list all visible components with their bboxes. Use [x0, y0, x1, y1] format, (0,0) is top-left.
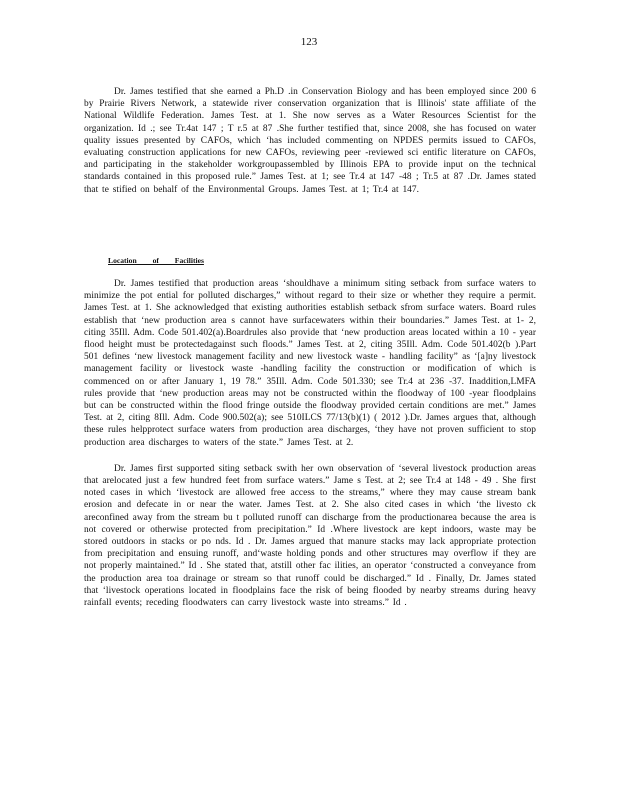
page-number: 123	[300, 36, 318, 48]
intro-section	[84, 86, 536, 210]
section-heading: Location of Facilities	[108, 256, 204, 265]
location-section	[84, 278, 536, 623]
paragraph-setbacks: Dr. James testified that production areas ‘shouldhave a minimum siting setback from surface waters to minimize the pot ential for polluted discharges,” without regard to their size or whether they require a permit. James Test. at 1. She acknowledged that existing authorities establish setback sfrom surface waters. Board rules establish that ‘new production area s cannot have surfacewaters within their boundaries.” James Test. at 1- 2, citing 35Ill. Adm. Code 501.402(a).Boardrules also provide that ‘new production areas located within a 10 - year flood height must be protectedagainst such floods.” James Test. at 2, citing 35Ill. Adm. Code 501.402(b ).Part 501 defines ‘new livestock management facility and new livestock waste - handling facility” as ‘[a]ny livestock management facility or livestock waste -handling facility the construction or modification of which is commenced on or after January 1, 19 78.” 35Ill. Adm. Code 501.330; see Tr.4 at 236 -37. Inaddition,LMFA rules provide that ‘new production areas may not be constructed within the floodway of 100 -year floodplains but can be constructed within the flood fringe outside the floodway provided certain conditions are met.” James Test. at 2, citing 8Ill. Adm. Code 900.502(a); see 510ILCS 77/13(b)(1) ( 2012 ).Dr. James argues that, although these rules helpprotect surface waters from production area discharges, ‘they have not proven sufficient to stop production area discharges to waters of the state.” James Test. at 2.	[84, 279, 536, 448]
paragraph-observations: Dr. James first supported siting setback swith her own observation of ‘several livestock production areas that arelocated just a few hundred feet from surface waters.” Jame s Test. at 2; see Tr.4 at 148 - 49 . She first noted cases in which ‘livestock are allowed free access to the streams,” where they may cause stream bank erosion and defecate in or near the water. James Test. at 2. She also cited cases in which ‘the livesto ck areconfined away from the stream bu t polluted runoff can discharge from the productionarea because the area is not covered or otherwise protected from precipitation.” Id .Where livestock are kept indoors, waste may be stored outdoors in stacks or po nds. Id . Dr. James argued that manure stacks may lack appropriate protection from precipitation and ensuing runoff, and‘waste holding ponds and other structures may overflow if they are not properly maintained.” Id . She stated that, atstill other fac ilities, an operator ‘constructed a conveyance from the production area toa drainage or stream so that runoff could be discharged.” Id . Finally, Dr. James stated that ‘livestock operations located in floodplains face the risk of being flooded by nearby streams during heavy rainfall events; receding floodwaters can carry livestock waste into streams.” Id .	[84, 463, 536, 609]
paragraph-background: Dr. James testified that she earned a Ph.D .in Conservation Biology and has been employed since 200 6 by Prairie Rivers Network, a statewide river conservation organization that is Illinois' state affiliate of the National Wildlife Federation. James Test. at 1. She now serves as a Water Resources Scientist for the organization. Id .; see Tr.4at 147 ; T r.5 at 87 .She further testified that, since 2008, she has focused on water quality issues presented by CAFOs, which ‘has included commenting on NPDES permits issued to CAFOs, evaluating construction applications for new CAFOs, reviewing peer -reviewed sci entific literature on CAFOs, and participating in the stakeholder workgroupassembled by Illinois EPA to provide input on the technical standards contained in this proposed rule.” James Test. at 1; see Tr.4 at 147 -48 ; Tr.5 at 87 .Dr. James stated that te stified on behalf of the Environmental Groups. James Test. at 1; Tr.4 at 147.	[84, 87, 536, 195]
